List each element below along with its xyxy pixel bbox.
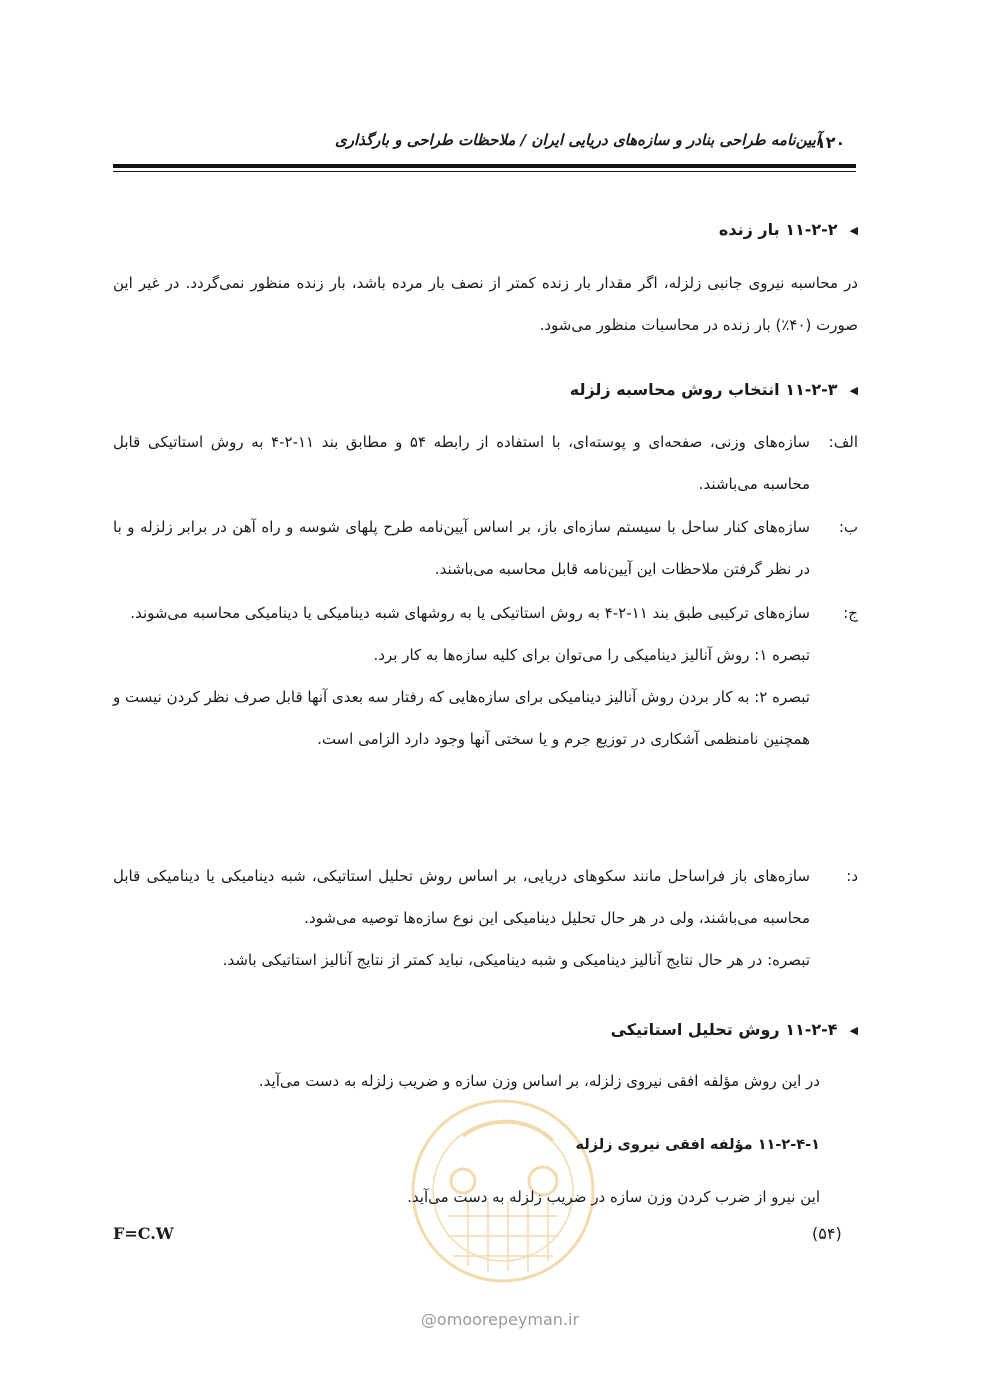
note-d: تبصره: در هر حال نتایج آنالیز دینامیکی و شبه دینامیکی، نباید کمتر از نتایج آنالیز استاتیکی باشد. xyxy=(222,951,810,969)
running-header-title: آیین‌نامه طراحی بنادر و سازه‌های دریایی ایران / ملاحظات طراحی و بارگذاری xyxy=(334,131,820,149)
section-heading-text: ۱۱-۲-۴ روش تحلیل استاتیکی xyxy=(610,1020,838,1039)
list-item-text: سازه‌های وزنی، صفحه‌ای و پوسته‌ای، با استفاده از رابطه ۵۴ و مطابق بند ۱۱-۲-۴ به روش استاتیکی قابل محاسبه می‌باشند. xyxy=(113,433,810,493)
subsection-heading-horizontal-component: ۱۱-۲-۴-۱ مؤلفه افقی نیروی زلزله xyxy=(575,1137,820,1153)
list-item-d xyxy=(113,855,858,981)
header-rule-thin xyxy=(113,171,856,172)
paragraph-live-load: در محاسبه نیروی جانبی زلزله، اگر مقدار بار زنده کمتر از نصف بار مرده باشد، بار زنده منظور نمی‌گردد. در غیر این صورت (۴۰٪) بار زنده در محاسبات منظور می‌شود. xyxy=(113,274,858,334)
note-1: تبصره ۱: روش آنالیز دینامیکی را می‌توان برای کلیه سازه‌ها به کار برد. xyxy=(373,646,810,664)
paragraph-static-analysis: در این روش مؤلفه افقی نیروی زلزله، بر اساس وزن سازه و ضریب زلزله به دست می‌آید. xyxy=(258,1072,820,1090)
bullet-triangle-icon: ◀ xyxy=(849,224,858,237)
list-item-text: سازه‌های کنار ساحل با سیستم سازه‌ای باز، بر اساس آیین‌نامه طرح پلهای شوسه و راه آهن در برابر زلزله و با در نظر گرفتن ملاحظات این آیین‌نامه قابل محاسبه می‌باشند. xyxy=(113,518,810,578)
bullet-triangle-icon: ◀ xyxy=(849,384,858,397)
list-item-a xyxy=(113,421,858,505)
header-rule-thick xyxy=(113,164,856,168)
paragraph-horizontal-component: این نیرو از ضرب کردن وزن سازه در ضریب زلزله به دست می‌آید. xyxy=(407,1188,820,1206)
section-heading-static-analysis xyxy=(611,1020,858,1039)
list-item-text: سازه‌های ترکیبی طبق بند ۱۱-۲-۴ به روش استاتیکی یا به روشهای شبه دینامیکی یا دینامیکی محاسبه می‌شوند. xyxy=(130,604,810,622)
list-marker: ب: xyxy=(838,518,858,536)
page-number: ۱۲۰ xyxy=(816,133,846,152)
section-heading-live-load xyxy=(719,220,858,239)
formula: F=C.W xyxy=(113,1224,174,1243)
list-item-c xyxy=(113,592,858,760)
list-marker: الف: xyxy=(828,433,858,451)
bullet-triangle-icon: ◀ xyxy=(849,1024,858,1037)
equation-number: (۵۴) xyxy=(812,1224,842,1243)
section-heading-method-selection xyxy=(570,380,858,399)
watermark-text: @omoorepeyman.ir xyxy=(420,1310,580,1329)
list-marker: د: xyxy=(846,867,858,885)
list-item-text: سازه‌های باز فراساحل مانند سکوهای دریایی، بر اساس روش تحلیل استاتیکی، شبه دینامیکی یا دینامیکی قابل محاسبه می‌باشند، ولی در هر حال تحلیل دینامیکی این نوع سازه‌ها توصیه می‌شود. xyxy=(113,867,810,927)
list-marker: ج: xyxy=(843,604,858,622)
section-heading-text: ۱۱-۲-۲ بار زنده xyxy=(718,220,838,239)
note-2: تبصره ۲: به کار بردن روش آنالیز دینامیکی برای سازه‌هایی که رفتار سه بعدی آنها قابل صرف نظر کردن نیست و همچنین نامنظمی آشکاری در توزیع جرم و یا سختی آنها وجود دارد الزامی است. xyxy=(113,688,810,748)
list-item-b xyxy=(113,506,858,590)
section-heading-text: ۱۱-۲-۳ انتخاب روش محاسبه زلزله xyxy=(569,380,838,399)
